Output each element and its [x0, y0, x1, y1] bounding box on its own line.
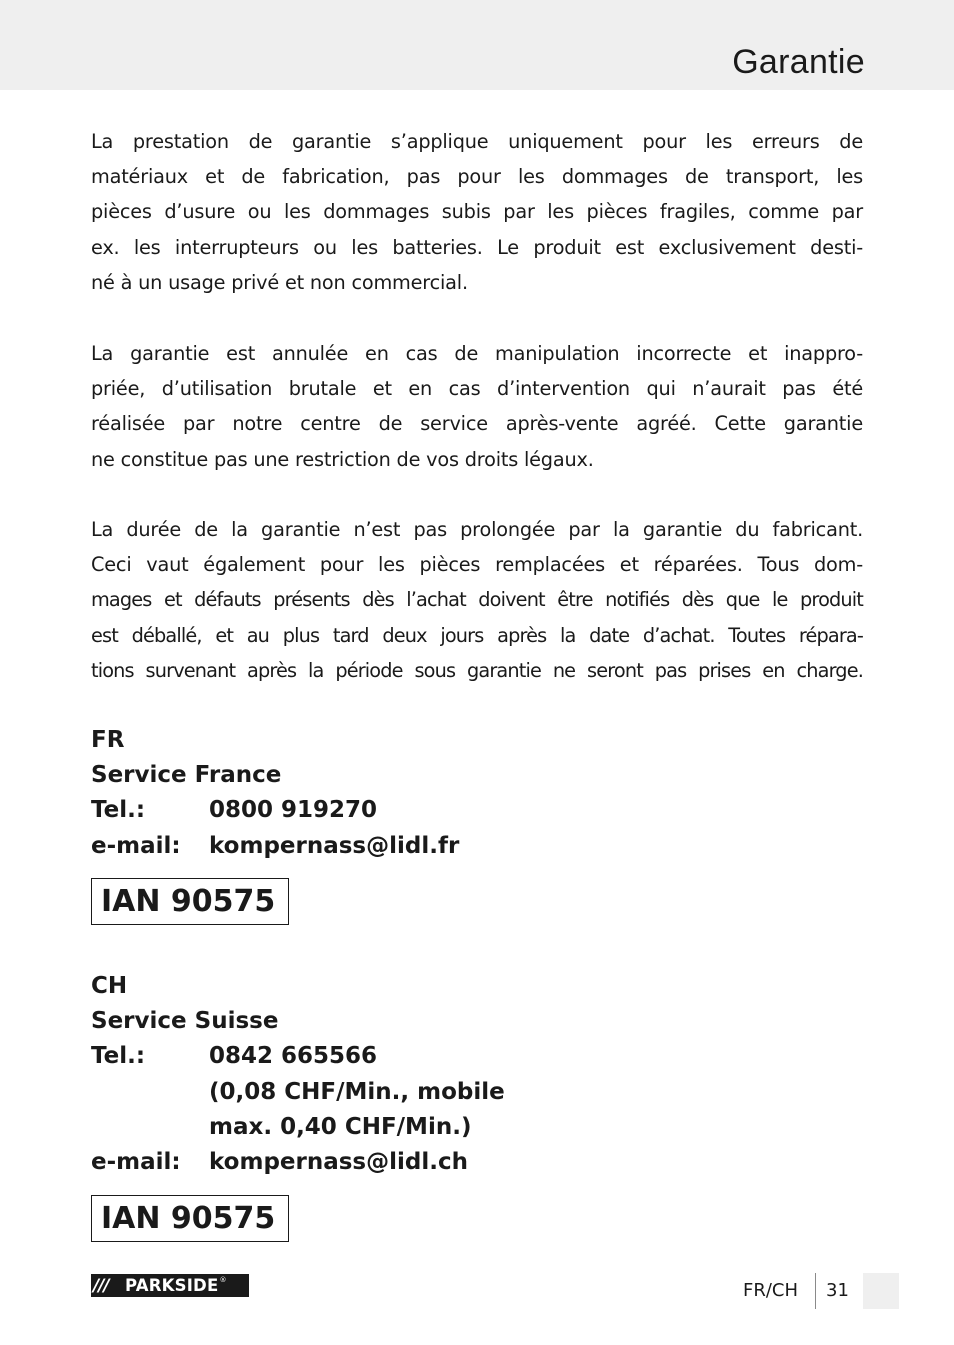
text-line: La prestation de garantie s’applique uniquement pour les erreurs de	[91, 130, 863, 153]
service-phone-row	[91, 793, 459, 828]
footer-language-code: FR/CH	[743, 1280, 799, 1301]
paragraph-warranty-void	[91, 336, 863, 477]
service-country: FR	[91, 727, 125, 753]
logo-wordmark: PARKSIDE	[125, 1276, 219, 1295]
email-label: e-mail:	[91, 1149, 181, 1176]
text-line: La garantie est annulée en cas de manipulation incorrecte et inappro-	[91, 342, 863, 365]
phone-label: Tel.:	[91, 1043, 146, 1070]
text-line: matériaux et de fabrication, pas pour les dommages de transport, les	[91, 165, 863, 189]
parkside-logo	[91, 1274, 249, 1297]
text-line: Ceci vaut également pour les pièces remplacées et réparées. Tous dom-	[91, 553, 863, 577]
ian-box-france: IAN 90575	[91, 878, 289, 925]
text-line: né à un usage privé et non commercial.	[91, 270, 468, 294]
paragraph-warranty-scope	[91, 124, 863, 300]
text-line: est déballé, et au plus tard deux jours après la date d’achat. Toutes répara-	[91, 623, 863, 647]
page-title: Garantie	[732, 43, 865, 81]
email-label: e-mail:	[91, 832, 181, 859]
service-name: Service Suisse	[91, 1008, 279, 1035]
text-line: mages et défauts présents dès l’achat doivent être notifiés dès que le produit	[91, 588, 863, 612]
footer-divider	[815, 1273, 816, 1309]
text-line: pièces d’usure ou les dommages subis par les pièces fragiles, comme par	[91, 200, 863, 224]
text-line: réalisée par notre centre de service après-vente agréé. Cette garantie	[91, 412, 863, 436]
phone-rate-note: max. 0,40 CHF/Min.)	[209, 1113, 472, 1140]
service-block-switzerland	[91, 969, 505, 1180]
text-line: ex. les interrupteurs ou les batteries. Le produit est exclusivement desti-	[91, 235, 863, 259]
paragraph-warranty-duration	[91, 512, 863, 688]
logo-slashes: ///	[93, 1275, 109, 1296]
phone-number: 0800 919270	[209, 797, 378, 824]
service-name: Service France	[91, 762, 282, 789]
email-address: kompernass@lidl.ch	[209, 1149, 468, 1176]
text-line: priée, d’utilisation brutale et en cas d’intervention qui n’aurait pas été	[91, 377, 863, 401]
email-address: kompernass@lidl.fr	[209, 832, 460, 859]
footer-page-tab	[863, 1273, 899, 1309]
service-country: CH	[91, 973, 128, 999]
service-block-france	[91, 723, 459, 864]
phone-number: 0842 665566	[209, 1043, 378, 1070]
service-email-row	[91, 829, 459, 864]
ian-box-switzerland: IAN 90575	[91, 1195, 289, 1242]
page-number: 31	[826, 1280, 849, 1301]
text-line: ne constitue pas une restriction de vos droits légaux.	[91, 447, 594, 471]
phone-rate-note: (0,08 CHF/Min., mobile	[209, 1078, 505, 1105]
text-line: tions survenant après la période sous garantie ne seront pas prises en charge.	[91, 658, 863, 682]
logo-registered-mark: ®	[219, 1276, 227, 1284]
service-email-row	[91, 1145, 505, 1180]
phone-label: Tel.:	[91, 797, 146, 824]
text-line: La durée de la garantie n’est pas prolongée par la garantie du fabricant.	[91, 518, 863, 541]
service-phone-row	[91, 1039, 505, 1074]
